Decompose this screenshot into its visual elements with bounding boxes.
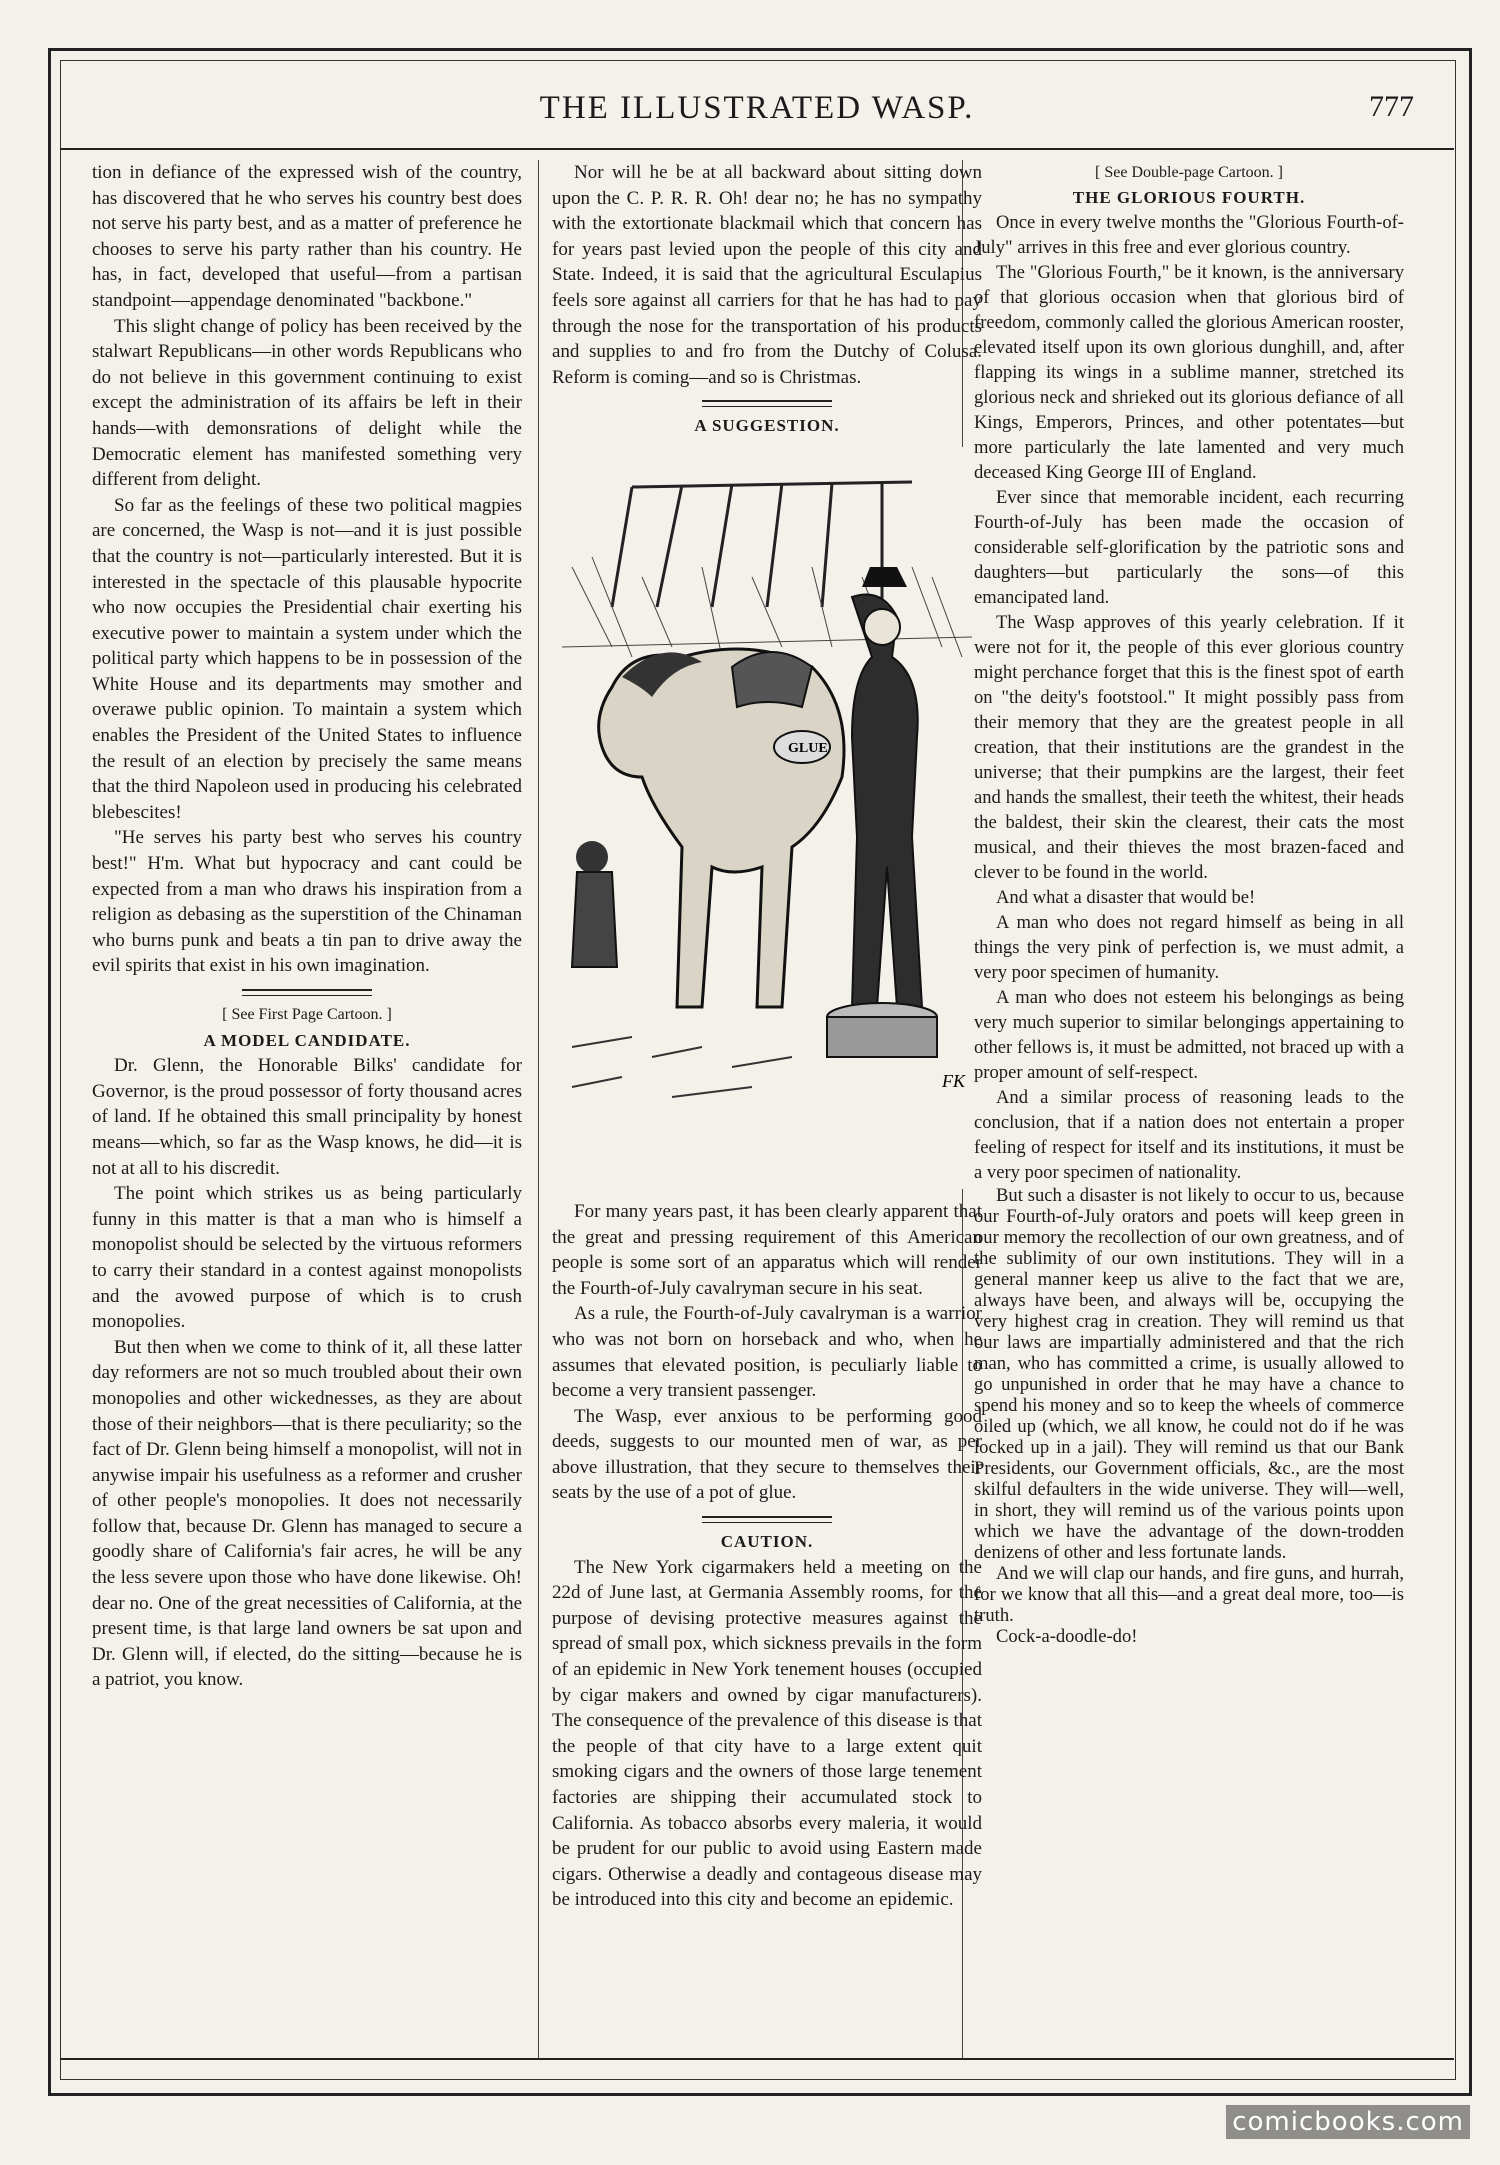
- paragraph: As a rule, the Fourth-of-July cavalryman is a warrior who was not born on horseback and who, when he assumes that elevated position, is peculiarly liable to become a very transient passenger.: [552, 1303, 982, 1402]
- page-number: 777: [1369, 90, 1414, 123]
- header-rule: [60, 148, 1454, 150]
- paragraph: The point which strikes us as being particularly funny in this matter is that a man who is himself a monopolist should be selected by the virtuous reformers to carry their standard in a contest against monopolists and the avowed purpose of which is to crush monopolies.: [92, 1183, 522, 1333]
- svg-text:FK: FK: [942, 1070, 966, 1091]
- paragraph: The "Glorious Fourth," be it known, is the anniversary of that glorious occasion when that glorious bird of freedom, commonly called the glorious American rooster, elevated itself upon its own glorious dunghill, and, after flapping its wings in a sublime manner, stretched its glorious neck and shrieked out its glorious defiance of all Kings, Emperors, Princes, and other potentates—but more particularly the late lamented and very much deceased King George III of England.: [974, 262, 1404, 483]
- paragraph: The Wasp approves of this yearly celebration. If it were not for it, the people of this ever glorious country might perchance forget that this is the finest spot of earth on "the deity's footstool." It might possibly pass from their memory that they are the greatest people in all creation, that their institutions are the grandest in the universe; that their pumpkins are the largest, their feet and hands the smallest, their teeth the whitest, their heads the baldest, their skin the clearest, their cats the most musical, and their thieves the most brazen-faced and clever to be found in the world.: [974, 612, 1404, 883]
- paragraph: And a similar process of reasoning leads to the conclusion, that if a nation does not entertain a proper feeling of respect for itself and its institutions, it must be a very poor specimen of nationality.: [974, 1087, 1404, 1183]
- paragraph: Nor will he be at all backward about sitting down upon the C. P. R. R. Oh! dear no; he has no sympathy with the extortionate blackmail which that concern has for years past levied upon the people of this city and State. Indeed, it is said that the agricultural Esculapius feels sore against all carriers for that he has had to pay through the nose for the transportation of his products and supplies to and fro from the Dutchy of Colusa. Reform is coming—and so is Christmas.: [552, 162, 982, 388]
- article-heading: CAUTION.: [720, 1532, 814, 1552]
- paragraph: But such a disaster is not likely to occur to us, because our Fourth-of-July orators and poets will keep green in our memory the recollection of our own greatness, and of the sublimity of our own institutions. They will in a general manner keep us alive to the fact that we are, always have been, and always will be, occupying the very highest crag in creation. They will remind us that our laws are impartially administered and that the rich man, who has committed a crime, is usually allowed to go unpunished in order that he may have a chance to spend his money and so to keep the wheels of commerce oiled up (which, we all know, he could not do if he was locked up in a jail). They will remind us that our Bank Presidents, our Government officials, &c., are the most skilful defaulters in the wide universe. They will—well, in short, they will remind us of the various points upon which we have the advantage of the down-trodden denizens of other and less fortunate lands.: [974, 1185, 1404, 1563]
- paragraph: And we will clap our hands, and fire guns, and hurrah, for we know that all this—and a great deal more, too—is truth.: [974, 1563, 1404, 1626]
- paragraph: Ever since that memorable incident, each recurring Fourth-of-July has been made the occasion of considerable self-glorification by the patriotic sons and daughters—but particularly the sons—of this emancipated land.: [974, 487, 1404, 608]
- paragraph: But then when we come to think of it, all these latter day reformers are not so much troubled about their own monopolies and other wickednesses, as they are about those of their neighbors—that is there peculiarity; so the fact of Dr. Glenn being himself a monopolist, will not in anywise impair his usefulness as a reformer and crusher of other people's monopolies. It does not necessarily follow that, because Dr. Glenn has managed to secure a goodly share of California's fair acres, he will be any the less severe upon those who have done likewise. Oh! dear no. One of the great necessities of California, at the present time, is that large land owners be sat upon and Dr. Glenn will, if elected, do the sitting—because he is a patriot, you know.: [92, 1336, 522, 1691]
- section-separator: [702, 1516, 832, 1523]
- watermark: comicbooks.com: [1226, 2105, 1470, 2139]
- paragraph: Dr. Glenn, the Honorable Bilks' candidate for Governor, is the proud possessor of forty thousand acres of land. If he obtained this small principality by honest means—which, so far as the Wasp knows, he did—it is not at all to his discredit.: [92, 1055, 522, 1179]
- bottom-rule: [60, 2058, 1454, 2060]
- column-1: [92, 160, 522, 1693]
- cartoon-note: [ See First Page Cartoon. ]: [222, 1006, 392, 1023]
- paragraph: And what a disaster that would be!: [996, 887, 1256, 908]
- paragraph: "He serves his party best who serves his country best!" H'm. What but hypocracy and cant could be expected from a man who draws his inspiration from a religion as debasing as the superstition of the Chinaman who burns punk and beats a tin pan to drive away the evil spirits that exist in his own imagination.: [92, 827, 522, 977]
- column-divider-1: [538, 160, 539, 2060]
- glue-label: GLUE: [788, 740, 828, 756]
- paragraph: A man who does not esteem his belongings as being very much superior to similar belongings appertaining to other fellows is, it must be admitted, not braced up with a proper amount of self-respect.: [974, 987, 1404, 1083]
- masthead-title: THE ILLUSTRATED WASP.: [539, 90, 975, 126]
- paragraph: tion in defiance of the expressed wish of the country, has discovered that he who serves his country best does not serve his party best, and as a matter of preference he chooses to serve his party rather than his country. He has, in fact, developed that useful—from a partisan standpoint—appendage denominated "backbone.": [92, 162, 522, 311]
- column-2: [552, 160, 982, 1913]
- section-separator: [702, 400, 832, 407]
- paragraph: Cock-a-doodle-do!: [996, 1626, 1138, 1647]
- section-separator: [242, 989, 372, 996]
- paragraph: So far as the feelings of these two political magpies are concerned, the Wasp is not—and it is just possible that the country is not—particularly interested. But it is interested in the spectacle of this plausable hypocrite who now occupies the Presidential chair exerting his executive power to maintain a system under which the political party which happens to be in possession of the White House and its departments may smother and overawe public opinion. To maintain a system which enables the President of the United States to influence the result of an election by precisely the same means that the third Napoleon used in producing his celebrated blebescites!: [92, 494, 522, 823]
- suggestion-illustration: [552, 447, 982, 1189]
- paragraph: The Wasp, ever anxious to be performing good deeds, suggests to our mounted men of war, as per above illustration, that they secure to themselves their seats by the use of a pot of glue.: [552, 1405, 982, 1504]
- paragraph: For many years past, it has been clearly apparent that the great and pressing requirement of this American people is some sort of an apparatus which will render the Fourth-of-July cavalryman secure in his seat.: [552, 1200, 982, 1299]
- article-heading: A SUGGESTION.: [694, 416, 840, 436]
- paragraph: The New York cigarmakers held a meeting on the 22d of June last, at Germania Assembly rooms, for the purpose of devising protective measures against the spread of small pox, which sickness prevails in the form of an epidemic in New York tenement houses (occupied by cigar makers and owned by cigar manufacturers). The consequence of the prevalence of this disease is that the people of that city have to a large extent quit smoking cigars and the owners of those large tenement factories are shipping their accumulated stock to California. As tobacco absorbs every maleria, it would be prudent for our public to avoid using Eastern made cigars. Otherwise a deadly and contageous disease may be introduced into this city and become an epidemic.: [552, 1556, 982, 1911]
- paragraph: This slight change of policy has been received by the stalwart Republicans—in other words Republicans who do not believe in this government continuing to exist except the administration of its affairs be left in their hands—with demonsrations of delight while the Democratic element has manifested something very different from delight.: [92, 315, 522, 491]
- article-heading: A MODEL CANDIDATE.: [203, 1030, 411, 1050]
- paragraph: A man who does not regard himself as being in all things the very pink of perfection is, we must admit, a very poor specimen of humanity.: [974, 912, 1404, 983]
- page-header: [60, 86, 1454, 136]
- article-heading: THE GLORIOUS FOURTH.: [1072, 188, 1306, 207]
- column-3: [974, 160, 1404, 1647]
- paragraph: Once in every twelve months the "Glorious Fourth-of-July" arrives in this free and ever glorious country.: [974, 212, 1404, 258]
- cartoon-note: [ See Double-page Cartoon. ]: [1095, 164, 1283, 181]
